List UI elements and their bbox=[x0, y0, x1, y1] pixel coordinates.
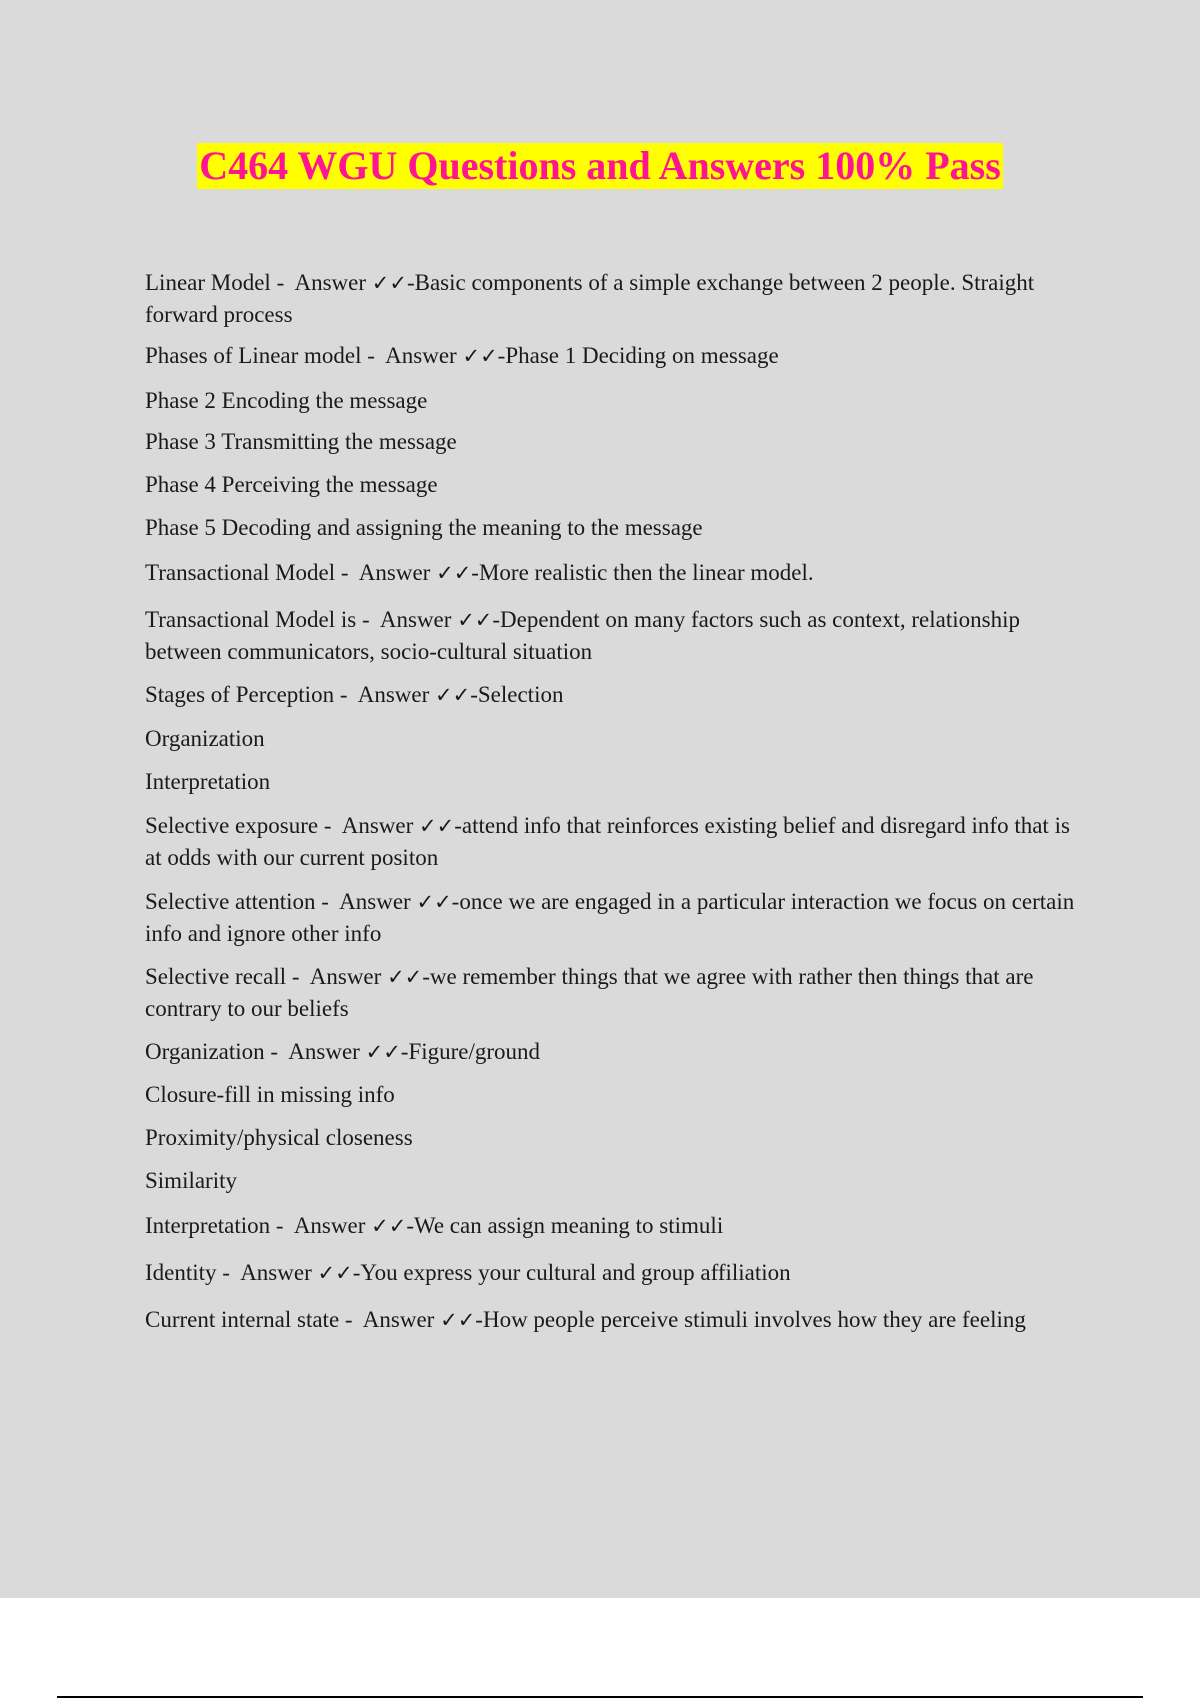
answer-label: Answer bbox=[341, 813, 414, 838]
term-separator: - bbox=[216, 1260, 241, 1285]
continuation-line: Similarity bbox=[145, 1168, 237, 1193]
title-container bbox=[0, 143, 1200, 189]
question-term: Identity bbox=[145, 1260, 217, 1285]
check-icon: ✓✓ bbox=[416, 890, 452, 914]
question-term: Current internal state bbox=[145, 1307, 340, 1332]
footer-divider bbox=[57, 1696, 1143, 1698]
question-term: Linear Model bbox=[145, 270, 271, 295]
check-icon: ✓✓ bbox=[440, 1308, 476, 1332]
answer-label: Answer bbox=[358, 560, 431, 585]
check-icon: ✓✓ bbox=[371, 271, 407, 295]
answer-text: -Dependent on many factors such as context, relationship between communicators, socio-cultural situation bbox=[145, 607, 1020, 664]
qa-entry bbox=[145, 267, 1090, 330]
answer-label: Answer bbox=[362, 1307, 435, 1332]
continuation-line: Organization bbox=[145, 726, 265, 751]
answer-text: -we remember things that we agree with rather then things that are contrary to our beliefs bbox=[145, 964, 1034, 1021]
check-icon: ✓✓ bbox=[435, 683, 471, 707]
term-separator: - bbox=[286, 964, 310, 989]
page-footer-area bbox=[0, 1598, 1200, 1700]
qa-entry bbox=[145, 810, 1090, 873]
term-separator: - bbox=[264, 1039, 289, 1064]
answer-text: -You express your cultural and group affiliation bbox=[352, 1260, 791, 1285]
answer-label: Answer bbox=[309, 964, 382, 989]
check-icon: ✓✓ bbox=[462, 344, 498, 368]
answer-text: -Figure/ground bbox=[400, 1039, 541, 1064]
answer-text: -Phase 1 Deciding on message bbox=[497, 343, 779, 368]
qa-entry bbox=[145, 557, 1090, 589]
continuation-line: Phase 3 Transmitting the message bbox=[145, 429, 457, 454]
continuation-line: Phase 4 Perceiving the message bbox=[145, 472, 438, 497]
check-icon: ✓✓ bbox=[365, 1040, 401, 1064]
answer-label: Answer bbox=[240, 1260, 312, 1285]
qa-entry bbox=[145, 1304, 1090, 1336]
check-icon: ✓✓ bbox=[317, 1261, 353, 1285]
term-separator: - bbox=[318, 813, 342, 838]
answer-label: Answer bbox=[339, 889, 411, 914]
qa-entry bbox=[145, 1210, 1090, 1242]
term-separator: - bbox=[335, 560, 359, 585]
qa-entry bbox=[145, 604, 1090, 667]
answer-label: Answer bbox=[288, 1039, 360, 1064]
question-term: Organization bbox=[145, 1039, 265, 1064]
question-term: Interpretation bbox=[145, 1213, 271, 1238]
answer-text: -attend info that reinforces existing belief and disregard info that is at odds with our current positon bbox=[145, 813, 1070, 870]
continuation-line: Proximity/physical closeness bbox=[145, 1125, 413, 1150]
answer-label: Answer bbox=[379, 607, 452, 632]
term-separator: - bbox=[334, 682, 358, 707]
answer-text: -How people perceive stimuli involves how they are feeling bbox=[475, 1307, 1026, 1332]
qa-entry bbox=[145, 961, 1090, 1024]
question-term: Selective attention bbox=[145, 889, 316, 914]
answer-text: -Basic components of a simple exchange between 2 people. Straight forward process bbox=[145, 270, 1035, 327]
term-separator: - bbox=[356, 607, 380, 632]
question-term: Stages of Perception bbox=[145, 682, 335, 707]
continuation-line: Phase 5 Decoding and assigning the meaning to the message bbox=[145, 515, 703, 540]
check-icon: ✓✓ bbox=[387, 965, 423, 989]
qa-entry bbox=[145, 340, 1090, 372]
answer-text: -once we are engaged in a particular interaction we focus on certain info and ignore other info bbox=[145, 889, 1075, 946]
term-separator: - bbox=[315, 889, 340, 914]
page-title: C464 WGU Questions and Answers 100% Pass bbox=[199, 143, 1001, 188]
answer-label: Answer bbox=[385, 343, 457, 368]
answer-label: Answer bbox=[357, 682, 430, 707]
term-separator: - bbox=[361, 343, 386, 368]
qa-entry bbox=[145, 1257, 1090, 1289]
answer-label: Answer bbox=[293, 1213, 366, 1238]
continuation-line: Interpretation bbox=[145, 769, 271, 794]
answer-text: -Selection bbox=[470, 682, 564, 707]
continuation-line: Phase 2 Encoding the message bbox=[145, 388, 428, 413]
continuation-line: Closure-fill in missing info bbox=[145, 1082, 395, 1107]
term-separator: - bbox=[270, 1213, 294, 1238]
check-icon: ✓✓ bbox=[371, 1214, 407, 1238]
qa-entry bbox=[145, 886, 1090, 949]
qa-entry bbox=[145, 679, 1090, 711]
term-separator: - bbox=[270, 270, 295, 295]
answer-label: Answer bbox=[294, 270, 367, 295]
question-term: Phases of Linear model bbox=[145, 343, 362, 368]
question-term: Selective recall bbox=[145, 964, 287, 989]
term-separator: - bbox=[339, 1307, 363, 1332]
answer-text: -More realistic then the linear model. bbox=[471, 560, 814, 585]
qa-entry bbox=[145, 1036, 1090, 1068]
check-icon: ✓✓ bbox=[457, 608, 493, 632]
answer-text: -We can assign meaning to stimuli bbox=[406, 1213, 724, 1238]
question-term: Transactional Model bbox=[145, 560, 336, 585]
check-icon: ✓✓ bbox=[436, 561, 472, 585]
question-term: Transactional Model is bbox=[145, 607, 357, 632]
check-icon: ✓✓ bbox=[419, 814, 455, 838]
question-term: Selective exposure bbox=[145, 813, 319, 838]
